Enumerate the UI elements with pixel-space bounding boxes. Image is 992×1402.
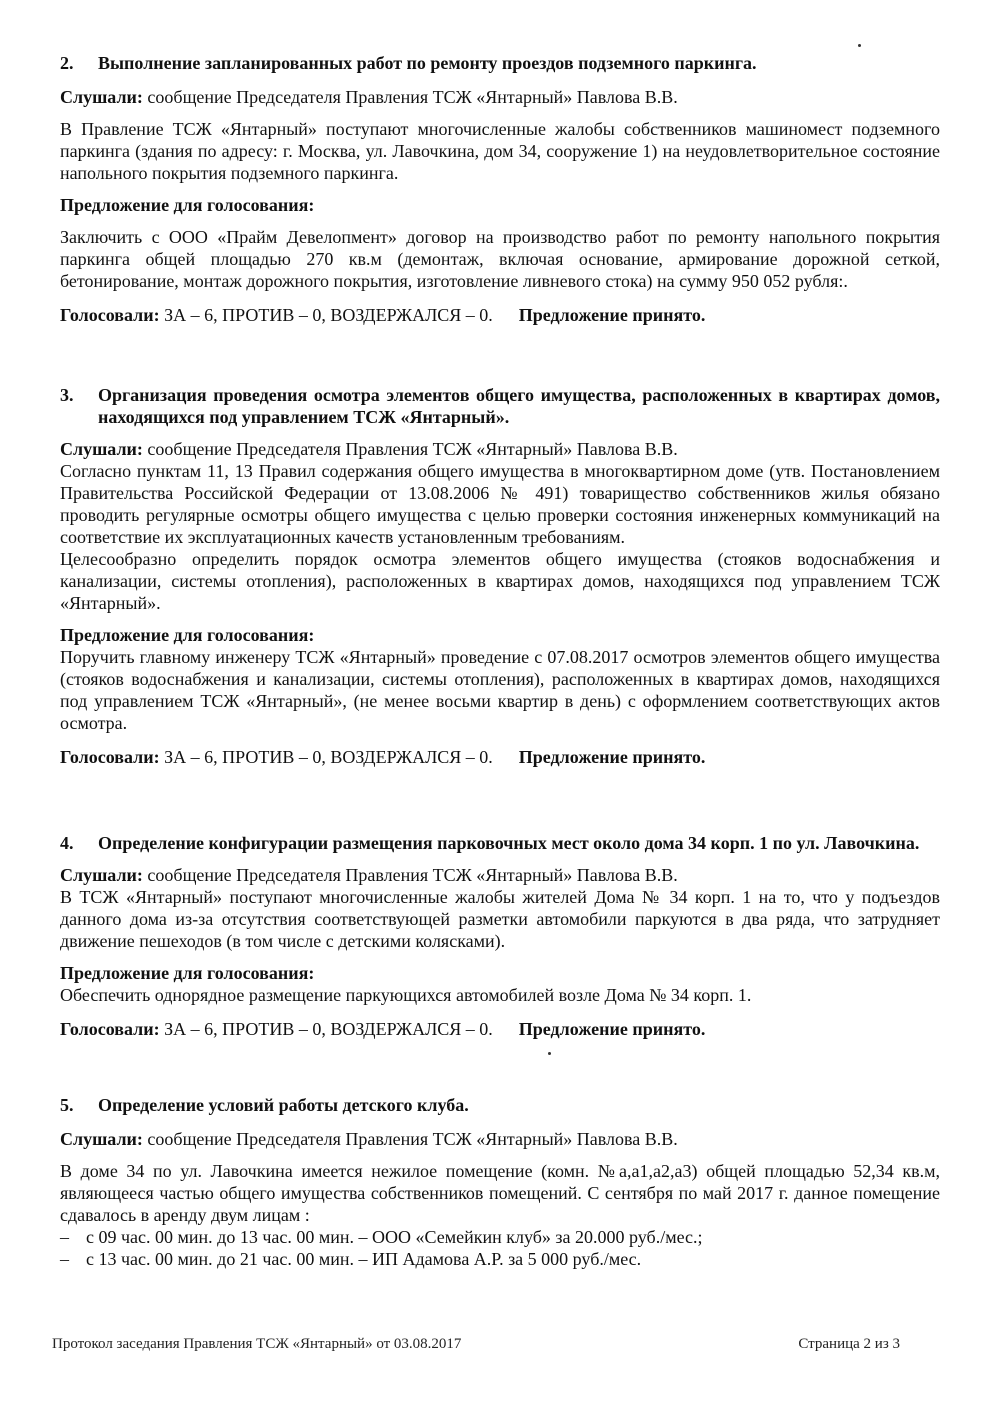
voted-text: ЗА – 6, ПРОТИВ – 0, ВОЗДЕРЖАЛСЯ – 0.: [159, 747, 493, 767]
section-2: [60, 52, 940, 326]
heard-label: Слушали:: [60, 439, 143, 459]
section-title-text: Организация проведения осмотра элементов общего имущества, расположенных в квартирах домов, находящихся под управлением ТСЖ «Янтарный».: [98, 385, 940, 427]
body-paragraph: В ТСЖ «Янтарный» поступают многочисленные жалобы жителей Дома № 34 корп. 1 на то, что у подъездов данного дома из-за отсутствия соответствующей разметки автомобили паркуются в два ряда, что затрудняет движение пешеходов (в том числе с детскими колясками).: [60, 887, 940, 951]
section-number: 5.: [60, 1095, 74, 1115]
voted-text: ЗА – 6, ПРОТИВ – 0, ВОЗДЕРЖАЛСЯ – 0.: [159, 305, 493, 325]
section-2-title: [60, 52, 940, 74]
heard-text: сообщение Председателя Правления ТСЖ «Янтарный» Павлова В.В.: [142, 439, 678, 459]
vote-line: [60, 1018, 940, 1040]
scan-speck: [858, 44, 861, 47]
voted-label: Голосовали:: [60, 1019, 160, 1039]
proposal-label: Предложение для голосования:: [60, 195, 315, 215]
section-number: 4.: [60, 833, 74, 853]
heard-line: [60, 86, 940, 108]
section-title-text: Определение конфигурации размещения парковочных мест около дома 34 корп. 1 по ул. Лавочкина.: [98, 833, 920, 853]
body-paragraph: В Правление ТСЖ «Янтарный» поступают многочисленные жалобы собственников машиномест подземного паркинга (здания по адресу: г. Москва, ул. Лавочкина, дом 34, сооружение 1) на неудовлетворительное состояние напольного покрытия подземного паркинга.: [60, 119, 940, 183]
voted-label: Голосовали:: [60, 747, 160, 767]
section-5: [60, 1094, 940, 1270]
proposal-label: Предложение для голосования:: [60, 625, 315, 645]
heard-label: Слушали:: [60, 1129, 143, 1149]
list-item-text: с 09 час. 00 мин. до 13 час. 00 мин. – ООО «Семейкин клуб» за 20.000 руб./мес.;: [86, 1227, 703, 1247]
section-number: 2.: [60, 53, 74, 73]
body-paragraph: Целесообразно определить порядок осмотра элементов общего имущества (стояков водоснабжения и канализации, системы отопления), расположенных в квартирах домов, находящихся под управлением ТСЖ «Янтарный».: [60, 549, 940, 613]
voted-label: Голосовали:: [60, 305, 160, 325]
accepted-text: Предложение принято.: [518, 747, 706, 767]
dash-bullet: –: [60, 1249, 69, 1269]
section-number: 3.: [60, 385, 74, 405]
list-item: [60, 1226, 940, 1248]
heard-label: Слушали:: [60, 865, 143, 885]
heard-text: сообщение Председателя Правления ТСЖ «Янтарный» Павлова В.В.: [142, 1129, 678, 1149]
page-number: Страница 2 из 3: [798, 1336, 900, 1352]
list-item-text: с 13 час. 00 мин. до 21 час. 00 мин. – ИП Адамова А.Р. за 5 000 руб./мес.: [86, 1249, 642, 1269]
section-3-title: [60, 384, 940, 428]
section-4: [60, 832, 940, 1040]
body-paragraph: Согласно пунктам 11, 13 Правил содержания общего имущества в многоквартирном доме (утв. Постановлением Правительства Российской Федерации от 13.08.2006 № 491) товарищество собственников жилья обязано проводить регулярные осмотры общего имущества с целью проверки состояния инженерных коммуникаций на соответствие их эксплуатационных качеств установленным требованиям.: [60, 461, 940, 547]
scan-speck: [548, 1052, 551, 1055]
heard-text: сообщение Председателя Правления ТСЖ «Янтарный» Павлова В.В.: [142, 865, 678, 885]
body-paragraph: В доме 34 по ул. Лавочкина имеется нежилое помещение (комн. №а,а1,а2,а3) общей площадью 52,34 кв.м, являющееся частью общего имущества собственников помещений. С сентября по май 2017 г. данное помещение сдавалось в аренду двум лицам :: [60, 1161, 940, 1225]
section-3: [60, 384, 940, 768]
section-title-text: Определение условий работы детского клуба.: [98, 1095, 469, 1115]
section-title-text: Выполнение запланированных работ по ремонту проездов подземного паркинга.: [98, 53, 757, 73]
heard-line: [60, 438, 940, 460]
proposal-label: Предложение для голосования:: [60, 963, 315, 983]
vote-line: [60, 746, 940, 768]
proposal-text: Обеспечить однорядное размещение паркующихся автомобилей возле Дома № 34 корп. 1.: [60, 985, 752, 1005]
proposal-text: Заключить с ООО «Прайм Девелопмент» договор на производство работ по ремонту напольного покрытия паркинга общей площадью 270 кв.м (демонтаж, включая основание, армирование дорожной сеткой, бетонирование, монтаж дорожного покрытия, изготовление ливневого стока) на сумму 950 052 рубля:.: [60, 227, 940, 291]
vote-line: [60, 304, 940, 326]
accepted-text: Предложение принято.: [518, 1019, 706, 1039]
voted-text: ЗА – 6, ПРОТИВ – 0, ВОЗДЕРЖАЛСЯ – 0.: [159, 1019, 493, 1039]
dash-bullet: –: [60, 1227, 69, 1247]
heard-label: Слушали:: [60, 87, 143, 107]
heard-text: сообщение Председателя Правления ТСЖ «Янтарный» Павлова В.В.: [142, 87, 678, 107]
section-4-title: [60, 832, 940, 854]
footer-left: Протокол заседания Правления ТСЖ «Янтарный» от 03.08.2017: [52, 1336, 462, 1352]
accepted-text: Предложение принято.: [518, 305, 706, 325]
heard-line: [60, 1128, 940, 1150]
section-5-title: [60, 1094, 940, 1116]
list-item: [60, 1248, 940, 1270]
heard-line: [60, 864, 940, 886]
proposal-text: Поручить главному инженеру ТСЖ «Янтарный» проведение с 07.08.2017 осмотров элементов общего имущества (стояков водоснабжения и канализации, системы отопления), расположенных в квартирах домов, находящихся под управлением ТСЖ «Янтарный», (не менее восьми квартир в день) с оформлением соответствующих актов осмотра.: [60, 647, 940, 733]
